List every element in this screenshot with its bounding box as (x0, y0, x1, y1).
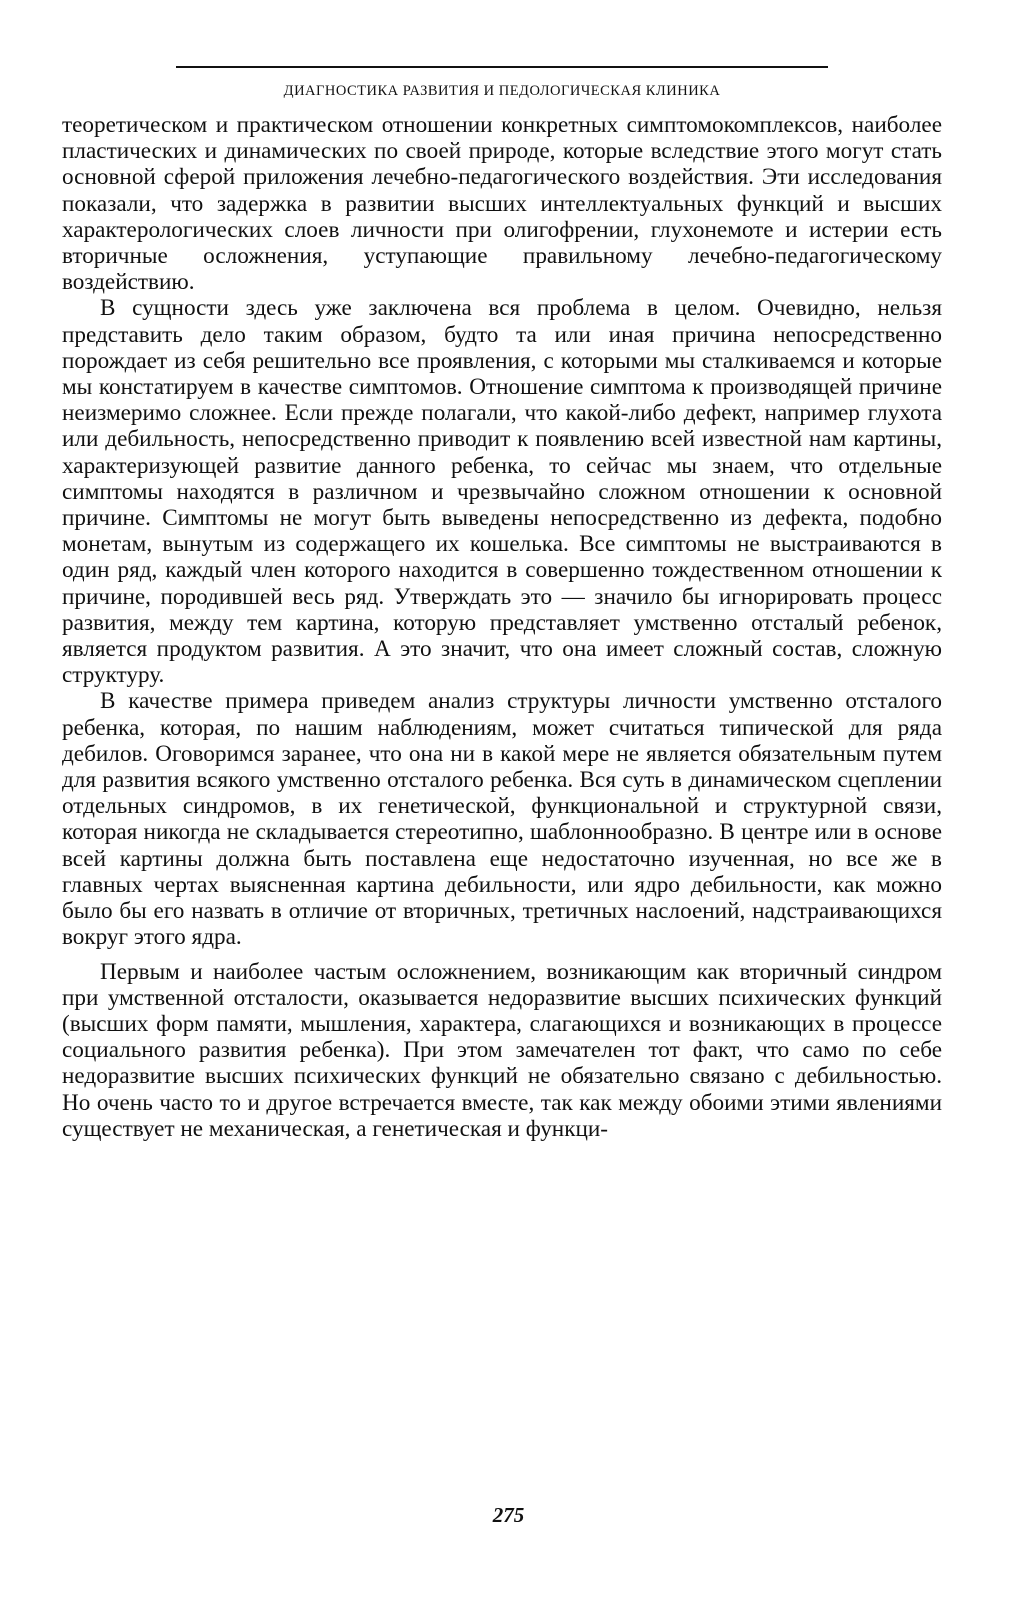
paragraph-1: теоретическом и практическом отношении конкретных симптомокомплексов, наиболее пластических и динамических по своей природе, которые вследствие этого могут стать основной сферой приложения лечебно-педагогического воздействия. Эти исследования показали, что задержка в развитии высших интеллектуальных функций и высших характерологических слоев личности при олигофрении, глухонемоте и истерии есть вторичные осложнения, уступающие правильному лечебно-педагогическому воздействию. (62, 112, 942, 296)
running-head: ДИАГНОСТИКА РАЗВИТИЯ И ПЕДОЛОГИЧЕСКАЯ КЛИНИКА (283, 83, 721, 99)
header-rule (176, 66, 828, 68)
paragraph-4: Первым и наиболее частым осложнением, возникающим как вторичный синдром при умственной отсталости, оказывается недоразвитие высших психических функций (высших форм памяти, мышления, характера, слагающихся и возникающих в процессе социального развития ребенка). При этом замечателен тот факт, что само по себе недоразвитие высших психических функций не обязательно связано с дебильностью. Но очень часто то и другое встречается вместе, так как между обоими этими явлениями существует не механическая, а генетическая и функци- (62, 958, 942, 1142)
paragraph-2: В сущности здесь уже заключена вся проблема в целом. Очевидно, нельзя представить дело таким образом, будто та или иная причина непосредственно порождает из себя решительно все проявления, с которыми мы сталкиваемся и которые мы констатируем в качестве симптомов. Отношение симптома к производящей причине неизмеримо сложнее. Если прежде полагали, что какой-либо дефект, например глухота или дебильность, непосредственно приводит к появлению всей известной нам картины, характеризующей развитие данного ребенка, то сейчас мы знаем, что отдельные симптомы находятся в различном и чрезвычайно сложном отношении к основной причине. Симптомы не могут быть выведены непосредственно из дефекта, подобно монетам, вынутым из содержащего их кошелька. Все симптомы не выстраиваются в один ряд, каждый член которого находится в совершенно тождественном отношении к причине, породившей весь ряд. Утверждать это — значило бы игнорировать процесс развития, между тем картина, которую представляет умственно отсталый ребенок, является продуктом развития. А это значит, что она имеет сложный состав, сложную структуру. (62, 295, 942, 689)
body-text (62, 112, 942, 1142)
page-number: 275 (492, 1503, 525, 1527)
paragraph-3: В качестве примера приведем анализ структуры личности умственно отсталого ребенка, которая, по нашим наблюдениям, может считаться типической для ряда дебилов. Оговоримся заранее, что она ни в какой мере не является обязательным путем для развития всякого умственно отсталого ребенка. Вся суть в динамическом сцеплении отдельных синдромов, в их генетической, функциональной и структурной связи, которая никогда не складывается стереотипно, шаблоннообразно. В центре или в основе всей картины должна быть поставлена еще недостаточно изученная, но все же в главных чертах выясненная картина дебильности, или ядро дебильности, как можно было бы его назвать в отличие от вторичных, третичных наслоений, надстраивающихся вокруг этого ядра. (62, 688, 942, 951)
book-page (62, 66, 942, 1142)
